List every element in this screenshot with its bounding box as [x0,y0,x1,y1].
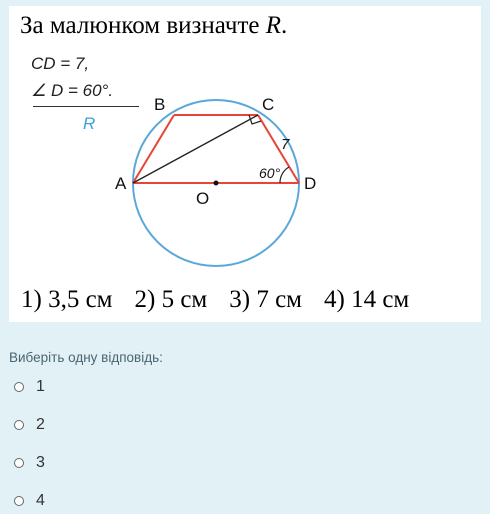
question-card [9,6,481,322]
question-title-period: . [281,12,288,39]
answer-choice-3: 3) 7 см [229,286,302,313]
question-title-variable: R [265,12,281,39]
center-point [214,181,219,186]
find-label: R [83,114,96,133]
select-answer-prompt: Виберіть одну відповідь: [9,350,163,365]
label-c: C [262,95,275,114]
label-o: O [196,189,210,208]
angle-d-arc [280,167,289,183]
option-1-label[interactable]: 1 [36,378,45,395]
option-4-label[interactable]: 4 [36,492,45,509]
option-4[interactable] [14,490,45,512]
option-3[interactable] [14,452,45,474]
answer-choice-1: 1) 3,5 см [21,286,113,313]
radio-button-4[interactable] [14,496,24,506]
radio-button-1[interactable] [14,382,24,392]
given-angle: ∠ D = 60°. [31,81,114,100]
segment-ac [133,115,258,183]
segment-ab [133,115,174,183]
answer-choice-2: 2) 5 см [134,286,208,313]
answer-choices [21,286,409,314]
label-angle-value: 60° [259,165,281,181]
option-2-label[interactable]: 2 [36,416,45,433]
label-d: D [304,174,317,193]
geometry-figure [9,6,481,286]
label-b: B [154,95,166,114]
radio-button-2[interactable] [14,420,24,430]
question-title-text: За малюнком визначте [20,12,266,39]
label-side-length: 7 [281,136,290,153]
answer-choice-4: 4) 14 см [324,286,410,313]
radio-button-3[interactable] [14,458,24,468]
given-side: CD = 7, [31,54,90,73]
option-3-label[interactable]: 3 [36,454,45,471]
option-2[interactable] [14,414,45,436]
label-a: A [115,174,127,193]
option-1[interactable] [14,376,45,398]
